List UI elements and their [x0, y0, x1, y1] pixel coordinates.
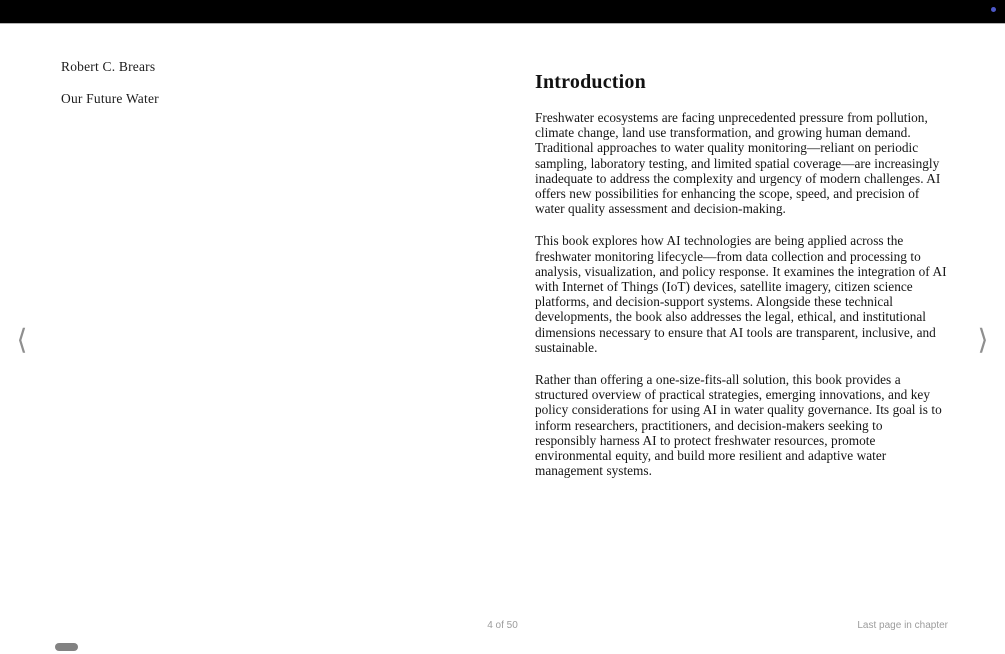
body-paragraph: Rather than offering a one-size-fits-all solution, this book provides a structured overview of practical strategies, emerging innovations, and key policy considerations for using AI in water quality governance. Its goal is to inform researchers, practitioners, and decision-makers seeking to responsibly harness AI to protect freshwater resources, promote environmental equity, and build more resilient and adaptive water management systems.	[535, 372, 942, 479]
chapter-heading: Introduction	[535, 71, 646, 93]
reading-column	[535, 71, 947, 495]
body-paragraph: Freshwater ecosystems are facing unprecedented pressure from pollution, climate change, land use transformation, and growing human demand. Traditional approaches to water quality monitoring—reliant on periodic sampling, laboratory testing, and limited spatial coverage—are increasingly inadequate to address the complexity and urgency of modern challenges. AI offers new possibilities for enhancing the scope, speed, and precision of water quality assessment and decision-making.	[535, 110, 941, 217]
book-title: Our Future Water	[61, 91, 159, 106]
book-author: Robert C. Brears	[61, 59, 156, 74]
next-page-chevron-icon[interactable]: ⟩	[966, 320, 1000, 358]
chapter-status: Last page in chapter	[857, 620, 948, 631]
status-dot-icon	[991, 7, 996, 12]
previous-page-chevron-icon[interactable]: ⟨	[5, 320, 39, 358]
top-bar	[0, 0, 1005, 24]
body-paragraph: This book explores how AI technologies are being applied across the freshwater monitoring lifecycle—from data collection and processing to analysis, visualization, and policy response. It examines the integration of AI with Internet of Things (IoT) devices, satellite imagery, citizen science platforms, and decision-support systems. Alongside these technical developments, the book also addresses the legal, ethical, and institutional dimensions necessary to ensure that AI tools are transparent, inclusive, and sustainable.	[535, 233, 947, 355]
progress-scrubber-handle[interactable]	[55, 643, 78, 651]
page-indicator: 4 of 50	[487, 620, 518, 631]
